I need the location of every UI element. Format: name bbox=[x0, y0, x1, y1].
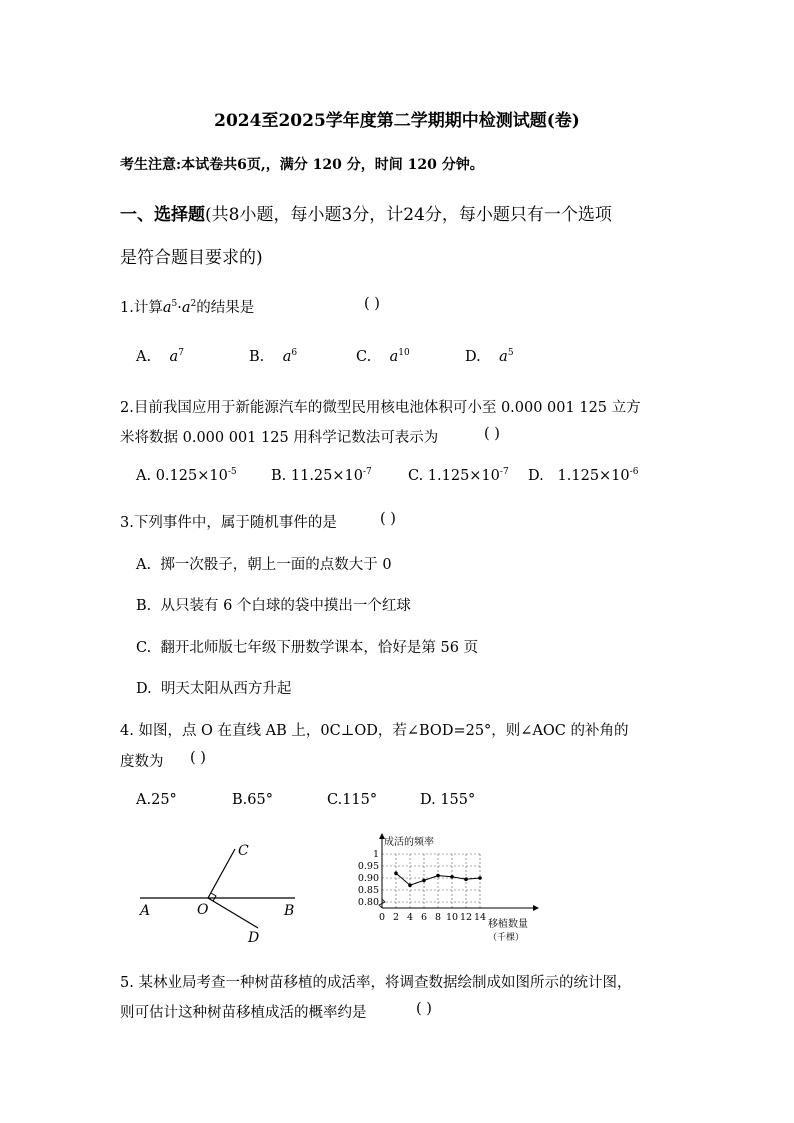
q4-stem-line2: 度数为 bbox=[120, 754, 164, 770]
option-label: B. bbox=[271, 468, 287, 484]
option-exp: -5 bbox=[227, 467, 237, 477]
chart-grid bbox=[382, 854, 480, 908]
chart-data-point bbox=[408, 883, 412, 887]
q3-answer-paren: ( ) bbox=[380, 511, 396, 527]
option-mantissa: 0.125×10 bbox=[155, 468, 228, 484]
section1-line1 bbox=[120, 200, 612, 225]
option-label: B. bbox=[249, 349, 265, 365]
q1-base2: a bbox=[181, 300, 191, 316]
q1-option-a[interactable] bbox=[136, 349, 184, 365]
chart-data-point bbox=[436, 874, 440, 878]
q4-option-d[interactable] bbox=[420, 792, 475, 808]
option-label: A. bbox=[136, 468, 152, 484]
label-a: A bbox=[140, 903, 151, 919]
geometry-figure bbox=[130, 835, 310, 950]
q2-stem-line2: 米将数据 0.000 001 125 用科学记数法可表示为 bbox=[120, 430, 439, 446]
option-base: a bbox=[499, 349, 508, 365]
q3-stem: 3.下列事件中，属于随机事件的是 bbox=[120, 515, 337, 531]
ray-oc bbox=[208, 849, 235, 898]
q5-stem-line2: 则可估计这种树苗移植成活的概率约是 bbox=[120, 1005, 367, 1021]
option-exp: 7 bbox=[178, 348, 184, 358]
label-c: C bbox=[238, 843, 249, 859]
q1-base1: a bbox=[162, 300, 172, 316]
chart-ticks bbox=[358, 849, 486, 923]
q4-option-a[interactable] bbox=[136, 792, 177, 808]
q4-stem-line1: 4. 如图，点 O 在直线 AB 上，0C⊥OD，若∠BOD=25°，则∠AOC 的补角的 bbox=[120, 723, 629, 739]
option-mantissa: 1.125×10 bbox=[427, 468, 500, 484]
option-label: A. bbox=[136, 792, 152, 808]
option-label: B. bbox=[232, 792, 248, 808]
q1-dot: · bbox=[177, 300, 182, 316]
option-label: A. bbox=[136, 557, 152, 573]
option-label: C. bbox=[408, 468, 424, 484]
option-label: C. bbox=[327, 792, 343, 808]
q1-suffix: 的结果是 bbox=[196, 300, 255, 316]
q2-option-b[interactable] bbox=[271, 468, 372, 484]
q5-stem-line1: 5. 某林业局考查一种树苗移植的成活率，将调查数据绘制成如图所示的统计图， bbox=[120, 975, 632, 991]
chart-x-axis-arrow bbox=[533, 905, 539, 911]
option-text: 65° bbox=[247, 792, 273, 808]
option-text: 25° bbox=[151, 792, 177, 808]
option-exp: -6 bbox=[629, 467, 639, 477]
option-exp: 6 bbox=[291, 348, 298, 358]
chart-y-tick-label: 0.95 bbox=[357, 861, 379, 872]
option-label: D. bbox=[420, 792, 436, 808]
option-text: 155° bbox=[440, 792, 476, 808]
option-text: 115° bbox=[342, 792, 378, 808]
option-text: 明天太阳从西方升起 bbox=[160, 681, 292, 697]
option-mantissa: 11.25×10 bbox=[290, 468, 363, 484]
chart-y-axis-label: 成活的频率 bbox=[384, 837, 434, 848]
label-o: O bbox=[197, 902, 209, 918]
chart-data-point bbox=[478, 876, 482, 880]
q4-option-c[interactable] bbox=[327, 792, 377, 808]
q2-answer-paren: ( ) bbox=[484, 426, 500, 442]
ray-od bbox=[208, 898, 258, 928]
chart-y-tick-label: 0.85 bbox=[357, 885, 379, 896]
option-label: B. bbox=[136, 598, 152, 614]
option-base: a bbox=[169, 349, 179, 365]
option-label: A. bbox=[136, 349, 152, 365]
option-exp: -7 bbox=[363, 467, 372, 477]
q4-answer-paren: ( ) bbox=[190, 750, 206, 766]
option-label: D. bbox=[528, 468, 544, 484]
q3-option-d[interactable] bbox=[136, 677, 291, 698]
q2-stem-line1: 2.目前我国应用于新能源汽车的微型民用核电池体积可小至 0.000 001 125 立方 bbox=[120, 400, 641, 416]
q1-exp2: 2 bbox=[190, 299, 197, 309]
chart-x-tick-label: 6 bbox=[420, 912, 428, 923]
q4-option-b[interactable] bbox=[232, 792, 273, 808]
option-label: C. bbox=[136, 640, 152, 656]
option-base: a bbox=[389, 349, 399, 365]
section1-desc2: 是符合题目要求的) bbox=[120, 248, 263, 268]
option-text: 翻开北师版七年级下册数学课本，恰好是第 56 页 bbox=[160, 640, 479, 656]
q1-exp1: 5 bbox=[171, 299, 178, 309]
chart-y-tick-label: 1 bbox=[372, 849, 379, 860]
chart-y-tick-label: 0.90 bbox=[357, 873, 379, 884]
q2-option-a[interactable] bbox=[136, 468, 237, 484]
option-text: 从只装有 6 个白球的袋中摸出一个红球 bbox=[160, 598, 411, 614]
q1-prefix: 1.计算 bbox=[120, 300, 163, 316]
chart-x-axis-label: 移植数量 bbox=[488, 919, 528, 930]
q1-option-c[interactable] bbox=[356, 349, 410, 365]
option-exp: 10 bbox=[398, 348, 410, 358]
chart-data-point bbox=[450, 875, 454, 879]
chart-x-axis-unit: （千棵） bbox=[488, 933, 525, 943]
q1-option-b[interactable] bbox=[249, 349, 297, 365]
label-b: B bbox=[284, 903, 295, 919]
q1-option-d[interactable] bbox=[465, 349, 514, 365]
chart-data-point bbox=[394, 871, 398, 875]
label-d: D bbox=[248, 930, 260, 946]
q3-option-b[interactable] bbox=[136, 594, 411, 615]
survival-rate-chart bbox=[348, 830, 553, 948]
chart-x-tick-label: 12 bbox=[459, 912, 473, 923]
chart-x-tick-label: 14 bbox=[473, 912, 487, 923]
chart-x-tick-label: 10 bbox=[445, 912, 459, 923]
option-mantissa: 1.125×10 bbox=[557, 468, 630, 484]
exam-notice: 考生注意:本试卷共6页,，满分 120 分，时间 120 分钟。 bbox=[120, 157, 484, 173]
question-1 bbox=[120, 296, 254, 317]
option-label: D. bbox=[136, 681, 152, 697]
q2-option-c[interactable] bbox=[408, 468, 509, 484]
option-exp: -7 bbox=[499, 467, 509, 477]
section1-heading: 一、选择题 bbox=[120, 205, 205, 225]
chart-x-tick-label: 2 bbox=[392, 912, 400, 923]
chart-x-tick-label: 0 bbox=[378, 912, 386, 923]
chart-x-tick-label: 8 bbox=[434, 912, 442, 923]
q3-option-c[interactable] bbox=[136, 636, 478, 657]
q3-option-a[interactable] bbox=[136, 553, 392, 574]
page-title: 2024至2025学年度第二学期期中检测试题(卷) bbox=[214, 111, 580, 131]
option-base: a bbox=[282, 349, 292, 365]
section1-desc1: (共8小题，每小题3分，计24分，每小题只有一个选项 bbox=[205, 205, 612, 225]
option-text: 掷一次骰子，朝上一面的点数大于 0 bbox=[160, 557, 392, 573]
option-label: D. bbox=[465, 349, 481, 365]
chart-x-tick-label: 4 bbox=[406, 912, 414, 923]
chart-y-tick-label: 0.80 bbox=[357, 897, 379, 908]
q5-answer-paren: ( ) bbox=[416, 1001, 432, 1017]
option-exp: 5 bbox=[507, 348, 514, 358]
chart-data-point bbox=[464, 877, 468, 881]
chart-data-point bbox=[422, 879, 426, 883]
q1-answer-paren: ( ) bbox=[364, 296, 380, 312]
q2-option-d[interactable] bbox=[528, 468, 638, 484]
option-label: C. bbox=[356, 349, 372, 365]
